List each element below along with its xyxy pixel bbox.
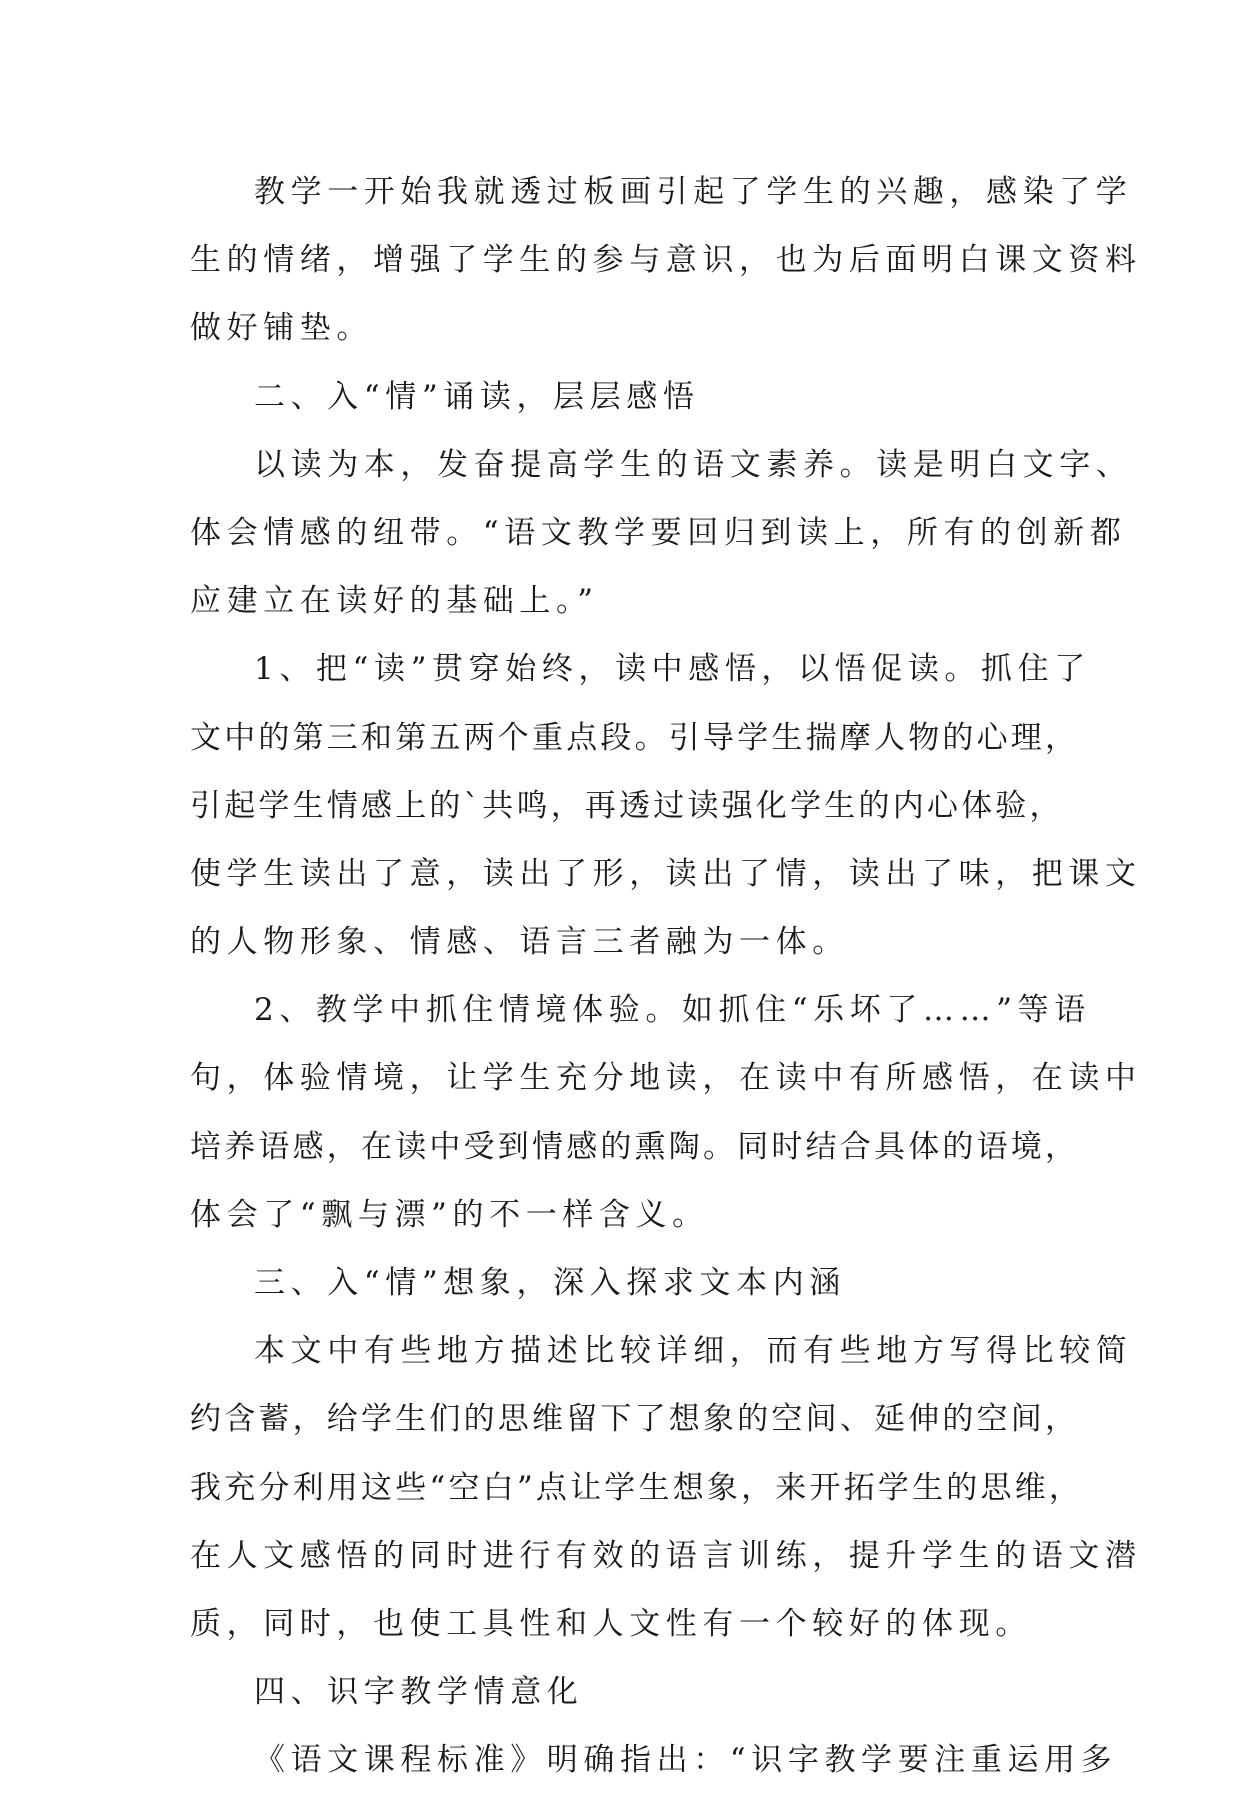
paragraph-line: 1、把“读”贯穿始终，读中感悟，以悟促读。抓住了 <box>254 651 1091 688</box>
paragraph-line: 文中的第三和第五两个重点段。引导学生揣摩人物的心理， <box>190 719 1080 756</box>
paragraph-line: 以读为本，发奋提高学生的语文素养。读是明白文字、 <box>254 446 1133 483</box>
section-heading: 二、入“情”诵读，层层感悟 <box>254 378 700 415</box>
paragraph-line: 质，同时，也使工具性和人文性有一个较好的体现。 <box>190 1605 1032 1642</box>
paragraph-line: 做好铺垫。 <box>190 310 373 347</box>
document-body <box>190 158 1142 1795</box>
paragraph-line: 培养语感，在读中受到情感的熏陶。同时结合具体的语境， <box>190 1128 1080 1165</box>
paragraph-line: 教学一开始我就透过板画引起了学生的兴趣，感染了学 <box>254 174 1133 210</box>
paragraph-line: 的人物形象、情感、语言三者融为一体。 <box>190 924 849 961</box>
paragraph-line: 体会了“飘与漂”的不一样含义。 <box>190 1196 709 1233</box>
paragraph-line: 2、教学中抓住情境体验。如抓住“乐坏了……”等语 <box>254 992 1091 1029</box>
paragraph-line: 生的情绪，增强了学生的参与意识，也为后面明白课文资料 <box>190 242 1142 279</box>
section-heading: 四、识字教学情意化 <box>254 1674 584 1711</box>
paragraph-line: 约含蓄，给学生们的思维留下了想象的空间、延伸的空间， <box>190 1401 1080 1438</box>
paragraph-line: 体会情感的纽带。“语文教学要回归到读上，所有的创新都 <box>190 514 1127 551</box>
paragraph-line: 引起学生情感上的`共鸣，再透过读强化学生的内心体验， <box>190 787 1064 824</box>
paragraph-line: 《语文课程标准》明确指出：“识字教学要注重运用多 <box>254 1742 1118 1779</box>
paragraph-line: 本文中有些地方描述比较详细，而有些地方写得比较简 <box>254 1333 1133 1370</box>
section-heading: 三、入“情”想象，深入探求文本内涵 <box>254 1265 846 1301</box>
paragraph-line: 我充分利用这些“空白”点让学生想象，来开拓学生的思维， <box>190 1469 1084 1506</box>
paragraph-line: 在人文感悟的同时进行有效的语言训练，提升学生的语文潜 <box>190 1537 1142 1574</box>
paragraph-line: 句，体验情境，让学生充分地读，在读中有所感悟，在读中 <box>190 1060 1142 1097</box>
paragraph-line: 应建立在读好的基础上。” <box>190 583 599 620</box>
paragraph-line: 使学生读出了意，读出了形，读出了情，读出了味，把课文 <box>190 855 1142 892</box>
